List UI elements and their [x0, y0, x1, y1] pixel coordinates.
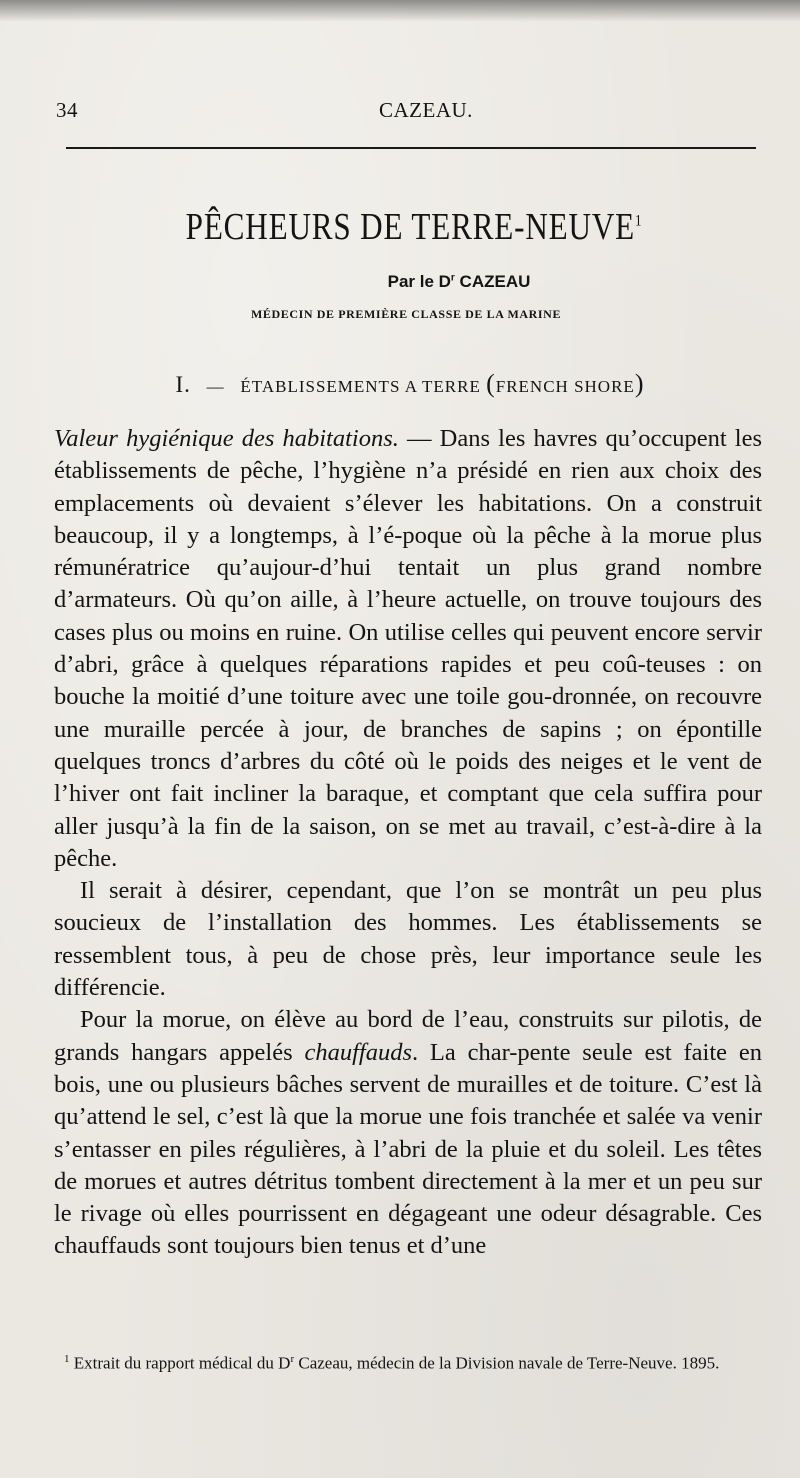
article-title-text: PÊCHEURS DE TERRE-NEUVE: [185, 206, 636, 248]
running-title: CAZEAU.: [379, 98, 473, 122]
author-affiliation: MÉDECIN DE PREMIÈRE CLASSE DE LA MARINE: [250, 307, 562, 321]
section-heading: [0, 369, 800, 399]
running-head: [56, 98, 756, 124]
byline-name: CAZEAU: [454, 272, 531, 291]
footnote-text-b: Cazeau, médecin de la Division navale de Terre-Neuve. 1895.: [294, 1353, 720, 1373]
section-dash: —: [206, 377, 225, 396]
page-number: 34: [56, 98, 78, 122]
byline-sup: r: [450, 272, 455, 284]
byline-prefix: Par le D: [387, 272, 451, 291]
scan-edge-shadow: [0, 0, 800, 22]
paragraph-3-b: . La char-pente seule est faite en bois, une ou plusieurs bâches servent de murailles et de toiture. C’est là qu’attend le sel, c’est là que la morue une fois tranchée et salée va venir s’entasser en piles régulières, à l’abri de la pluie et du soleil. Les têtes de morues et autres détritus tombent directement à la mer et un peu sur le rivage où elles pourrissent en dégageant une odeur désagrable. Ces chauffauds sont toujours bien tenus et d’une: [54, 1038, 762, 1260]
section-paren-text: FRENCH SHORE: [495, 377, 635, 396]
footnote-text-a: Extrait du rapport médical du D: [69, 1353, 291, 1373]
paragraph-1-text: — Dans les havres qu’occupent les établissements de pêche, l’hygiène n’a présidé en rien aux choix des emplacements où devaient s’élever les habitations. On a construit beaucoup, il y a longtemps, à l’é-poque où la pêche à la morue plus rémunératrice qu’aujour-d’hui tentait un plus grand nombre d’armateurs. Où qu’on aille, à l’heure actuelle, on trouve toujours des cases plus ou moins en ruine. On utilise celles qui peuvent encore servir d’abri, grâce à quelques réparations rapides et peu coû-teuses : on bouche la moitié d’une toiture avec une toile gou-dronnée, on recouvre une muraille percée à jour, de branches de sapins ; on épontille quelques troncs d’arbres du côté où le poids des neiges et le vent de l’hiver ont fait incliner la baraque, et comptant que cela suffira pour aller jusqu’à la fin de la saison, on se met au travail, c’est-à-dire à la pêche.: [54, 425, 762, 872]
title-footnote-mark: 1: [635, 212, 643, 230]
paragraph-1-lead: Valeur hygiénique des habitations.: [54, 425, 399, 452]
paragraph-1: [54, 423, 762, 875]
header-rule: [66, 147, 756, 149]
section-paren-close: ): [634, 369, 645, 398]
byline: [0, 272, 800, 292]
section-number: I.: [175, 372, 191, 397]
section-heading-text: ÉTABLISSEMENTS A TERRE: [240, 377, 481, 396]
footnote-mark: 1: [64, 1353, 70, 1365]
body-text: [54, 423, 762, 1263]
paragraph-3-a: Pour la morue, on élève au bord de l’eau, construits sur pilotis, de grands hangars appelés: [54, 1006, 762, 1066]
article-title: [86, 205, 742, 249]
footnote-sup: r: [290, 1353, 295, 1365]
paragraph-2: Il serait à désirer, cependant, que l’on se montrât un peu plus soucieux de l’installation des hommes. Les établissements se ressemblent tous, à peu de chose près, leur importance seule les différencie.: [54, 877, 762, 1002]
paragraph-3: [54, 1004, 762, 1262]
section-paren-open: (: [486, 369, 496, 398]
footnote: [54, 1348, 766, 1375]
paragraph-3-term: chauffauds: [304, 1038, 412, 1066]
